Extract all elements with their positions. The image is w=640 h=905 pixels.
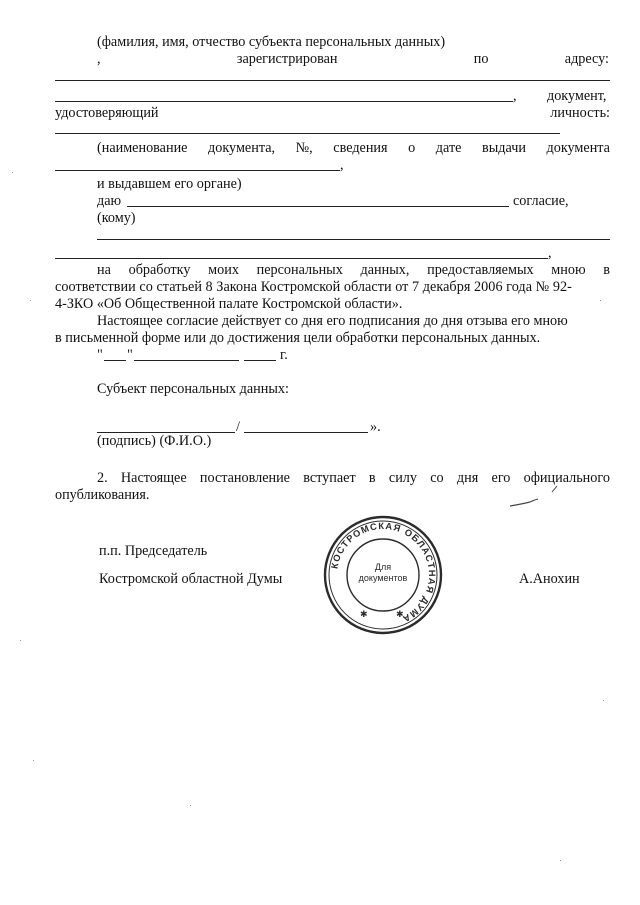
scan-speck (30, 300, 31, 301)
duma-name: Костромской областной Думы (99, 571, 283, 587)
para2-line1: Настоящее согласие действует со дня его подписания до дня отзыва его мною (97, 313, 568, 329)
identity-line (55, 105, 610, 122)
document-word: документ, (547, 88, 607, 104)
seal-star-left: ✱ (360, 609, 368, 619)
identity-fill-line (55, 133, 560, 134)
registration-address: адресу: (564, 51, 609, 67)
resolution-word: силу (388, 470, 417, 486)
address-fill-line-2 (55, 101, 513, 102)
recipient-fill-line-1 (97, 239, 610, 240)
caption-doc-word: документа (546, 140, 610, 156)
resolution-word: со (430, 470, 444, 486)
scan-speck (33, 760, 34, 761)
scan-speck (12, 172, 13, 173)
document-fill-line (55, 170, 340, 171)
date-close-quote: " (127, 347, 133, 363)
resolution-word: официального (523, 470, 610, 486)
scan-speck (190, 805, 191, 806)
give-word: даю (97, 193, 122, 209)
scan-speck (20, 640, 21, 641)
para1-line2: соответствии со статьей 8 Закона Костромской области от 7 декабря 2006 года № 92- (55, 279, 572, 295)
registration-line (97, 51, 609, 68)
scan-speck (603, 700, 604, 701)
para1-word: мною (551, 262, 586, 278)
resolution-word: в (368, 470, 376, 486)
give-fill-line (127, 206, 509, 207)
caption-doc-word: о (408, 140, 416, 156)
para2-line2: в письменной форме или до достижения цели обработки персональных данных. (55, 330, 541, 346)
address-comma: , (513, 88, 517, 104)
fio-fill-line (244, 432, 368, 433)
signature-end: ». (370, 419, 381, 435)
caption-document (97, 140, 610, 157)
date-day-line (104, 360, 126, 361)
caption-fio: (фамилия, имя, отчество субъекта персональных данных) (97, 34, 446, 50)
consent-word: согласие, (513, 193, 569, 209)
signature-slash: / (236, 419, 240, 435)
caption-doc-word: №, (295, 140, 313, 156)
para1-word: на (97, 262, 111, 278)
seal-center-line1: Для (374, 562, 392, 572)
handwritten-mark (500, 478, 570, 518)
caption-doc-word: (наименование (97, 140, 188, 156)
seal-star-right: ✱ (396, 609, 404, 619)
recipient-fill-line-2 (55, 258, 548, 259)
certifying-word: удостоверяющий (55, 105, 159, 121)
para1-word: моих (208, 262, 239, 278)
caption-doc-word: выдачи (482, 140, 526, 156)
date-month-line (134, 360, 239, 361)
document-fill-comma: , (340, 157, 344, 173)
para1-word: обработку (128, 262, 191, 278)
identity-word: личность: (550, 105, 610, 121)
caption-doc-word: сведения (333, 140, 388, 156)
signature-caption: (подпись) (Ф.И.О.) (97, 433, 212, 449)
caption-doc-word: дате (435, 140, 462, 156)
para1-line1 (97, 262, 610, 279)
recipient-comma: , (548, 245, 552, 261)
registration-comma: , (97, 51, 101, 67)
resolution-word: Настоящее (120, 470, 187, 486)
para1-word: данных, (360, 262, 410, 278)
para1-word: в (603, 262, 610, 278)
signer-name: А.Анохин (519, 571, 580, 587)
resolution-word: его (491, 470, 511, 486)
date-year-line (244, 360, 276, 361)
registration-po: по (473, 51, 489, 67)
resolution-line2: опубликования. (55, 487, 150, 503)
address-fill-line-1 (55, 80, 610, 81)
seal-ring-path: КОСТРОМСКАЯ ОБЛАСТНАЯ ДУМА (329, 520, 438, 625)
resolution-word: дня (456, 470, 479, 486)
para1-line3: 4-ЗКО «Об Общественной палате Костромской области». (55, 296, 403, 312)
resolution-word: 2. (97, 470, 108, 486)
scan-speck (600, 300, 601, 301)
caption-document-end: и выдавшем его органе) (97, 176, 242, 192)
official-seal (320, 512, 446, 638)
caption-to-whom: (кому) (97, 210, 136, 226)
date-open-quote: " (97, 347, 103, 363)
seal-center-line2: документов (358, 573, 408, 583)
scan-speck (560, 860, 561, 861)
pp-chairman: п.п. Председатель (99, 543, 208, 559)
resolution-word: постановление (199, 470, 290, 486)
resolution-word: вступает (303, 470, 356, 486)
para1-word: предоставляемых (427, 262, 534, 278)
registration-word: зарегистрирован (236, 51, 338, 67)
caption-doc-word: документа, (208, 140, 276, 156)
subject-label: Субъект персональных данных: (97, 381, 289, 397)
para1-word: персональных (256, 262, 343, 278)
date-year-suffix: г. (280, 347, 288, 363)
